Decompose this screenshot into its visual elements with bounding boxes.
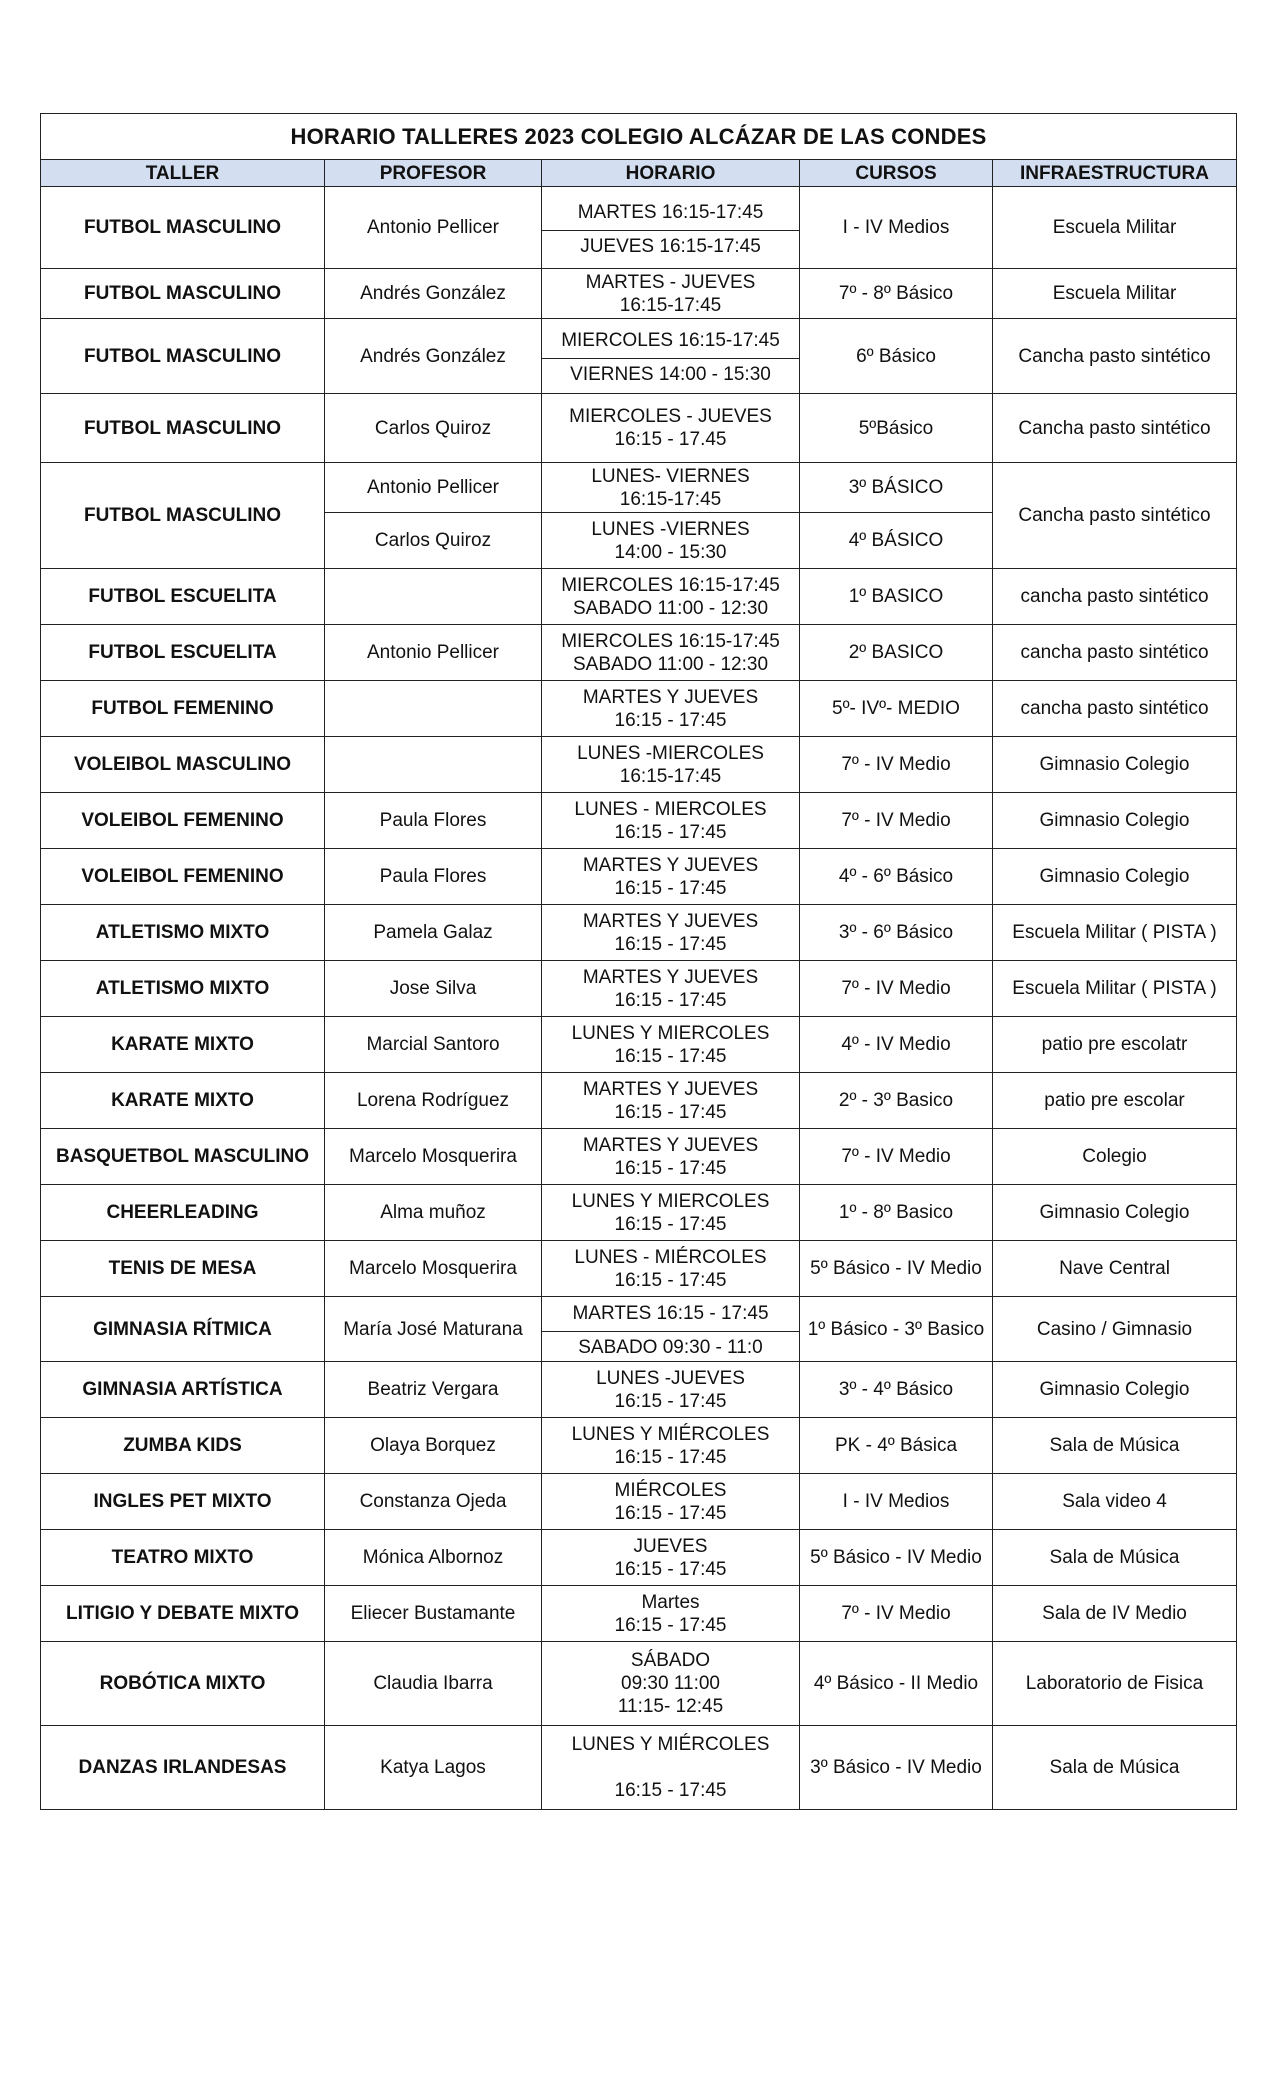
- horario-line: MARTES Y JUEVES: [582, 910, 759, 932]
- horario-line: VIERNES 14:00 - 15:30: [570, 364, 771, 385]
- profesor-cell: Paula Flores: [325, 849, 542, 905]
- horario-extra: [542, 358, 800, 388]
- horario-line: MARTES Y JUEVES: [582, 854, 759, 876]
- cursos-cell: 3º BÁSICO: [800, 463, 993, 513]
- horario-cell: [542, 1530, 800, 1586]
- profesor-cell: Lorena Rodríguez: [325, 1073, 542, 1129]
- table-row: [41, 187, 1237, 269]
- horario-cell: [542, 1129, 800, 1185]
- horario-lines: [542, 518, 799, 564]
- horario-line: 16:15-17:45: [619, 488, 722, 510]
- profesor-cell: Constanza Ojeda: [325, 1474, 542, 1530]
- taller-cell: DANZAS IRLANDESAS: [41, 1726, 325, 1810]
- infraestructura-cell: Cancha pasto sintético: [993, 319, 1237, 394]
- cursos-cell: 4º - 6º Básico: [800, 849, 993, 905]
- taller-cell: ATLETISMO MIXTO: [41, 961, 325, 1017]
- taller-cell: CHEERLEADING: [41, 1185, 325, 1241]
- horario-line: 16:15 - 17:45: [614, 1101, 727, 1123]
- horario-line: SÁBADO: [630, 1650, 711, 1671]
- profesor-cell: Olaya Borquez: [325, 1418, 542, 1474]
- horario-line: JUEVES: [633, 1535, 708, 1557]
- horario-line: LUNES -VIERNES: [591, 518, 750, 540]
- horario-cell: [542, 1418, 800, 1474]
- infraestructura-cell: cancha pasto sintético: [993, 625, 1237, 681]
- horario-line: 16:15 - 17.45: [614, 429, 727, 450]
- cursos-cell: 7º - IV Medio: [800, 793, 993, 849]
- horario-line: 16:15-17:45: [619, 765, 722, 787]
- horario-lines: [542, 1246, 799, 1292]
- horario-cell: [542, 1073, 800, 1129]
- infraestructura-cell: Gimnasio Colegio: [993, 793, 1237, 849]
- infraestructura-cell: Gimnasio Colegio: [993, 1362, 1237, 1418]
- horario-line: 16:15 - 17:45: [614, 1213, 727, 1235]
- table-row: [41, 1241, 1237, 1297]
- cursos-cell: 5º Básico - IV Medio: [800, 1241, 993, 1297]
- profesor-cell: Marcial Santoro: [325, 1017, 542, 1073]
- taller-cell: ROBÓTICA MIXTO: [41, 1642, 325, 1726]
- profesor-cell: Mónica Albornoz: [325, 1530, 542, 1586]
- horario-line: 16:15 - 17:45: [614, 709, 727, 731]
- horario-line: MIERCOLES - JUEVES: [569, 406, 772, 427]
- profesor-cell: [325, 737, 542, 793]
- table-row: [41, 1418, 1237, 1474]
- cursos-cell: 7º - IV Medio: [800, 1586, 993, 1642]
- horario-line: 16:15-17:45: [619, 294, 722, 316]
- horario-lines: [542, 630, 799, 676]
- table-row: [41, 319, 1237, 394]
- horario-lines: [542, 910, 799, 956]
- taller-cell: VOLEIBOL FEMENINO: [41, 849, 325, 905]
- cursos-cell: 3º - 6º Básico: [800, 905, 993, 961]
- horario-cell: [542, 849, 800, 905]
- taller-cell: VOLEIBOL FEMENINO: [41, 793, 325, 849]
- profesor-cell: Antonio Pellicer: [325, 463, 542, 513]
- infraestructura-cell: Sala de Música: [993, 1418, 1237, 1474]
- horario-line: SABADO 11:00 - 12:30: [572, 653, 769, 675]
- horario-cell: [542, 1586, 800, 1642]
- cursos-cell: 3º - 4º Básico: [800, 1362, 993, 1418]
- cursos-cell: 7º - 8º Básico: [800, 269, 993, 319]
- profesor-cell: Marcelo Mosquerira: [325, 1241, 542, 1297]
- table-row: [41, 1362, 1237, 1418]
- horario-line: 16:15 - 17:45: [614, 1446, 727, 1468]
- infraestructura-cell: Cancha pasto sintético: [993, 463, 1237, 569]
- header-cursos: CURSOS: [800, 160, 993, 187]
- horario-lines: [542, 1649, 799, 1718]
- horario-line: MIERCOLES 16:15-17:45: [561, 630, 780, 652]
- table-row: [41, 1726, 1237, 1810]
- horario-lines: [542, 1591, 799, 1637]
- horario-cell: [542, 1726, 800, 1810]
- horario-line: 16:15 - 17:45: [614, 1780, 727, 1801]
- horario-cell: [542, 1642, 800, 1726]
- horario-line: LUNES Y MIÉRCOLES: [571, 1423, 770, 1445]
- profesor-cell: Andrés González: [325, 269, 542, 319]
- horario-line: SABADO 09:30 - 11:0: [578, 1337, 763, 1358]
- taller-cell: FUTBOL ESCUELITA: [41, 625, 325, 681]
- table-row: [41, 1185, 1237, 1241]
- horario-line: MARTES 16:15-17:45: [577, 201, 764, 223]
- cursos-cell: 4º Básico - II Medio: [800, 1642, 993, 1726]
- cursos-cell: 7º - IV Medio: [800, 737, 993, 793]
- horario-line: LUNES Y MIÉRCOLES: [571, 1734, 770, 1755]
- horario-lines: [542, 798, 799, 844]
- infraestructura-cell: Sala video 4: [993, 1474, 1237, 1530]
- taller-cell: ZUMBA KIDS: [41, 1418, 325, 1474]
- header-infraestructura: INFRAESTRUCTURA: [993, 160, 1237, 187]
- horario-lines: [542, 742, 799, 788]
- horario-line: 16:15 - 17:45: [614, 1558, 727, 1580]
- cursos-cell: 4º BÁSICO: [800, 513, 993, 569]
- horario-cell: [542, 681, 800, 737]
- table-row: [41, 625, 1237, 681]
- profesor-cell: Beatriz Vergara: [325, 1362, 542, 1418]
- table-row: [41, 681, 1237, 737]
- horario-line: 11:15- 12:45: [617, 1696, 724, 1717]
- horario-lines: [542, 1367, 799, 1413]
- horario-cell: [542, 187, 800, 269]
- horario-lines: [542, 854, 799, 900]
- table-row: [41, 463, 1237, 513]
- header-taller: TALLER: [41, 160, 325, 187]
- taller-cell: TEATRO MIXTO: [41, 1530, 325, 1586]
- taller-cell: VOLEIBOL MASCULINO: [41, 737, 325, 793]
- horario-line: LUNES - MIÉRCOLES: [574, 1246, 767, 1268]
- horario-cell: [542, 394, 800, 463]
- horario-line: MARTES Y JUEVES: [582, 1134, 759, 1156]
- profesor-cell: Paula Flores: [325, 793, 542, 849]
- profesor-cell: [325, 681, 542, 737]
- cursos-cell: 6º Básico: [800, 319, 993, 394]
- horario-cell: [542, 793, 800, 849]
- horario-line: MARTES Y JUEVES: [582, 686, 759, 708]
- horario-line: JUEVES 16:15-17:45: [580, 235, 761, 257]
- cursos-cell: 1º Básico - 3º Basico: [800, 1297, 993, 1362]
- header-row: [41, 160, 1237, 187]
- horario-lines: [542, 574, 799, 620]
- horario-line: LUNES -MIERCOLES: [577, 742, 764, 764]
- profesor-cell: Carlos Quiroz: [325, 394, 542, 463]
- taller-cell: FUTBOL MASCULINO: [41, 394, 325, 463]
- profesor-cell: Jose Silva: [325, 961, 542, 1017]
- header-profesor: PROFESOR: [325, 160, 542, 187]
- profesor-cell: Carlos Quiroz: [325, 513, 542, 569]
- horario-line: 16:15 - 17:45: [614, 1045, 727, 1067]
- horario-lines: [542, 1078, 799, 1124]
- infraestructura-cell: Escuela Militar: [993, 187, 1237, 269]
- taller-cell: ATLETISMO MIXTO: [41, 905, 325, 961]
- profesor-cell: [325, 569, 542, 625]
- horario-line: MIERCOLES 16:15-17:45: [561, 574, 780, 596]
- horario-cell: [542, 737, 800, 793]
- horario-line: MARTES Y JUEVES: [582, 966, 759, 988]
- profesor-cell: Claudia Ibarra: [325, 1642, 542, 1726]
- profesor-cell: Alma muñoz: [325, 1185, 542, 1241]
- horario-cell: [542, 961, 800, 1017]
- table-row: [41, 1129, 1237, 1185]
- infraestructura-cell: patio pre escolatr: [993, 1017, 1237, 1073]
- horario-cell: [542, 269, 800, 319]
- infraestructura-cell: Cancha pasto sintético: [993, 394, 1237, 463]
- infraestructura-cell: Escuela Militar ( PISTA ): [993, 961, 1237, 1017]
- horario-line: 16:15 - 17:45: [614, 821, 727, 843]
- horario-cell: [542, 625, 800, 681]
- schedule-sheet: [40, 113, 1236, 1810]
- infraestructura-cell: cancha pasto sintético: [993, 681, 1237, 737]
- table-row: [41, 1474, 1237, 1530]
- table-row: [41, 1073, 1237, 1129]
- horario-cell: [542, 905, 800, 961]
- horario-lines: [542, 1535, 799, 1581]
- horario-lines: [542, 465, 799, 511]
- horario-line: MARTES Y JUEVES: [582, 1078, 759, 1100]
- profesor-cell: Antonio Pellicer: [325, 187, 542, 269]
- infraestructura-cell: Nave Central: [993, 1241, 1237, 1297]
- horario-lines: [542, 1022, 799, 1068]
- cursos-cell: 5º Básico - IV Medio: [800, 1530, 993, 1586]
- horario-line: LUNES Y MIERCOLES: [571, 1190, 770, 1212]
- taller-cell: LITIGIO Y DEBATE MIXTO: [41, 1586, 325, 1642]
- profesor-cell: Marcelo Mosquerira: [325, 1129, 542, 1185]
- table-row: [41, 905, 1237, 961]
- horario-line: MARTES 16:15 - 17:45: [572, 1303, 769, 1324]
- infraestructura-cell: Sala de Música: [993, 1530, 1237, 1586]
- horario-lines: [542, 271, 799, 317]
- taller-cell: FUTBOL MASCULINO: [41, 269, 325, 319]
- table-row: [41, 1297, 1237, 1362]
- horario-line: [542, 1756, 799, 1779]
- profesor-cell: Andrés González: [325, 319, 542, 394]
- horario-line: 14:00 - 15:30: [614, 541, 727, 563]
- infraestructura-cell: patio pre escolar: [993, 1073, 1237, 1129]
- table-row: [41, 737, 1237, 793]
- infraestructura-cell: Colegio: [993, 1129, 1237, 1185]
- horario-line: LUNES - MIERCOLES: [574, 798, 767, 820]
- horario-line: 16:15 - 17:45: [614, 989, 727, 1011]
- horario-line: 16:15 - 17:45: [614, 1502, 727, 1524]
- taller-cell: TENIS DE MESA: [41, 1241, 325, 1297]
- infraestructura-cell: Gimnasio Colegio: [993, 849, 1237, 905]
- cursos-cell: 2º BASICO: [800, 625, 993, 681]
- taller-cell: FUTBOL MASCULINO: [41, 187, 325, 269]
- taller-cell: INGLES PET MIXTO: [41, 1474, 325, 1530]
- taller-cell: BASQUETBOL MASCULINO: [41, 1129, 325, 1185]
- horario-line: 16:15 - 17:45: [614, 1269, 727, 1291]
- horario-line: 16:15 - 17:45: [614, 933, 727, 955]
- horario-line: 16:15 - 17:45: [614, 1390, 727, 1412]
- horario-cell: [542, 1017, 800, 1073]
- table-row: [41, 961, 1237, 1017]
- taller-cell: KARATE MIXTO: [41, 1017, 325, 1073]
- profesor-cell: Eliecer Bustamante: [325, 1586, 542, 1642]
- horario-cell: [542, 513, 800, 569]
- header-horario: HORARIO: [542, 160, 800, 187]
- cursos-cell: PK - 4º Básica: [800, 1418, 993, 1474]
- taller-cell: KARATE MIXTO: [41, 1073, 325, 1129]
- taller-cell: FUTBOL ESCUELITA: [41, 569, 325, 625]
- cursos-cell: 7º - IV Medio: [800, 1129, 993, 1185]
- horario-line: Martes: [641, 1591, 700, 1613]
- horario-lines: [542, 1423, 799, 1469]
- taller-cell: FUTBOL MASCULINO: [41, 463, 325, 569]
- cursos-cell: I - IV Medios: [800, 187, 993, 269]
- taller-cell: GIMNASIA ARTÍSTICA: [41, 1362, 325, 1418]
- table-row: [41, 269, 1237, 319]
- horario-cell: [542, 1474, 800, 1530]
- taller-cell: FUTBOL FEMENINO: [41, 681, 325, 737]
- horario-lines: [542, 405, 799, 451]
- table-row: [41, 793, 1237, 849]
- table-title: HORARIO TALLERES 2023 COLEGIO ALCÁZAR DE LAS CONDES: [41, 114, 1237, 160]
- table-row: [41, 394, 1237, 463]
- infraestructura-cell: Casino / Gimnasio: [993, 1297, 1237, 1362]
- table-row: [41, 1530, 1237, 1586]
- infraestructura-cell: Gimnasio Colegio: [993, 1185, 1237, 1241]
- cursos-cell: 2º - 3º Basico: [800, 1073, 993, 1129]
- table-row: [41, 1642, 1237, 1726]
- horario-line: SABADO 11:00 - 12:30: [572, 597, 769, 619]
- horario-line: 16:15 - 17:45: [614, 1157, 727, 1179]
- horario-extra: [542, 230, 800, 260]
- horario-lines: [542, 324, 799, 358]
- horario-cell: [542, 1362, 800, 1418]
- horario-lines: [542, 196, 799, 230]
- cursos-cell: 4º - IV Medio: [800, 1017, 993, 1073]
- horario-lines: [542, 1733, 799, 1802]
- horario-cell: [542, 569, 800, 625]
- cursos-cell: 5º- IVº- MEDIO: [800, 681, 993, 737]
- horario-lines: [542, 1297, 799, 1331]
- profesor-cell: Pamela Galaz: [325, 905, 542, 961]
- profesor-cell: Antonio Pellicer: [325, 625, 542, 681]
- horario-lines: [542, 966, 799, 1012]
- table-row: [41, 849, 1237, 905]
- horario-line: MIÉRCOLES: [614, 1479, 727, 1501]
- horario-cell: [542, 1185, 800, 1241]
- horario-line: 16:15 - 17:45: [614, 1614, 727, 1636]
- cursos-cell: 5ºBásico: [800, 394, 993, 463]
- infraestructura-cell: Sala de Música: [993, 1726, 1237, 1810]
- schedule-table: [40, 113, 1237, 1810]
- horario-line: LUNES Y MIERCOLES: [571, 1022, 770, 1044]
- infraestructura-cell: cancha pasto sintético: [993, 569, 1237, 625]
- horario-line: MIERCOLES 16:15-17:45: [561, 330, 780, 351]
- horario-line: LUNES- VIERNES: [591, 465, 750, 487]
- horario-lines: [542, 1190, 799, 1236]
- infraestructura-cell: Sala de IV Medio: [993, 1586, 1237, 1642]
- horario-line: MARTES - JUEVES: [585, 271, 756, 293]
- taller-cell: FUTBOL MASCULINO: [41, 319, 325, 394]
- horario-line: 16:15 - 17:45: [614, 877, 727, 899]
- horario-line: LUNES -JUEVES: [596, 1367, 745, 1389]
- horario-line: 09:30 11:00: [621, 1673, 720, 1694]
- horario-extra: [542, 1331, 800, 1361]
- cursos-cell: 7º - IV Medio: [800, 961, 993, 1017]
- table-row: [41, 1586, 1237, 1642]
- infraestructura-cell: Escuela Militar ( PISTA ): [993, 905, 1237, 961]
- profesor-cell: María José Maturana: [325, 1297, 542, 1362]
- cursos-cell: 1º BASICO: [800, 569, 993, 625]
- taller-cell: GIMNASIA RÍTMICA: [41, 1297, 325, 1362]
- cursos-cell: I - IV Medios: [800, 1474, 993, 1530]
- horario-lines: [542, 686, 799, 732]
- horario-cell: [542, 463, 800, 513]
- horario-lines: [542, 1134, 799, 1180]
- horario-lines: [542, 1479, 799, 1525]
- cursos-cell: 3º Básico - IV Medio: [800, 1726, 993, 1810]
- table-row: [41, 569, 1237, 625]
- cursos-cell: 1º - 8º Basico: [800, 1185, 993, 1241]
- profesor-cell: Katya Lagos: [325, 1726, 542, 1810]
- horario-cell: [542, 1297, 800, 1362]
- horario-cell: [542, 1241, 800, 1297]
- infraestructura-cell: Gimnasio Colegio: [993, 737, 1237, 793]
- infraestructura-cell: Escuela Militar: [993, 269, 1237, 319]
- horario-cell: [542, 319, 800, 394]
- infraestructura-cell: Laboratorio de Fisica: [993, 1642, 1237, 1726]
- table-row: [41, 1017, 1237, 1073]
